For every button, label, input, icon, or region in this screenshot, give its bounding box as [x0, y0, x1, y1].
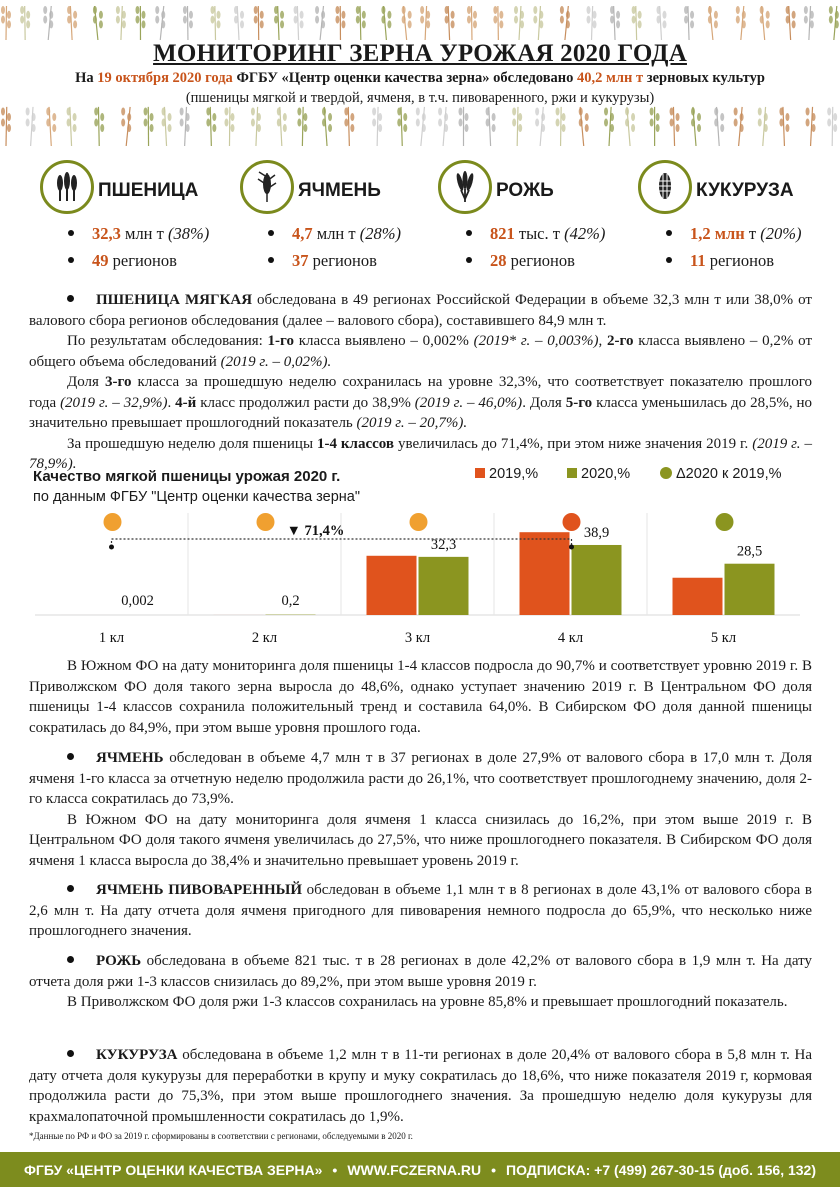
plant-sprig — [162, 107, 172, 146]
delta-marker-4 — [563, 513, 581, 531]
crop-volume: 32,3 млн т (38%) — [68, 224, 209, 244]
plant-sprig — [827, 107, 837, 146]
wheat-regions-section — [29, 656, 812, 738]
chart-subtitle: по данным ФГБУ "Центр оценки качества зерна" — [33, 489, 361, 505]
rye-paragraph-1: РОЖЬ обследована в объеме 821 тыс. т в 28 регионах в доле 42,2% от валового сбора в 1,9 млн т. На дату отчета доля ржи 1-3 классов снизилась до 89,2%, при этом выше уровня 2019 г. — [29, 953, 812, 990]
crop-volume: 4,7 млн т (28%) — [268, 224, 401, 244]
plant-sprig — [604, 107, 614, 146]
data-label-2020: 38,9 — [583, 524, 610, 541]
plant-sprig — [670, 107, 680, 146]
bar-2019-3 — [367, 556, 417, 615]
plant-sprig — [254, 6, 264, 40]
plant-sprig — [277, 107, 287, 146]
x-tick-label: 5 кл — [710, 630, 737, 646]
page-subtitle: На 19 октября 2020 года ФГБУ «Центр оценки качества зерна» обследовано 40,2 млн т зерновых культур — [75, 70, 765, 86]
corn-paragraph: КУКУРУЗА обследована в объеме 1,2 млн т в 11-ти регионах в доле 20,4% от валового сбора в 5,8 млн т. На дату отчета доля кукурузы для переработки в крупу и муку сократилась до 18,6%, что ниже показателя 2019 г, кормовая продолжила расти до 75,3%, при этом выше прошлогоднего значения. За прошедшую неделю доля кукурузы для крахмалопаточной промышленности сократилась до 1,9%. — [29, 1047, 812, 1125]
plant-sprig — [512, 107, 522, 146]
plant-sprig — [94, 107, 104, 146]
total-amount: 40,2 млн т — [577, 70, 644, 86]
footer-org: ФГБУ «ЦЕНТР ОЦЕНКИ КАЧЕСТВА ЗЕРНА» — [23, 1161, 323, 1178]
footer-subscription: ПОДПИСКА: +7 (499) 267-30-15 (доб. 156, 132) — [506, 1161, 817, 1178]
plant-sprig — [93, 6, 103, 40]
malt-barley-section — [29, 880, 812, 942]
delta-marker-3 — [410, 513, 428, 531]
legend-delta: Δ2020 к 2019,% — [660, 466, 782, 482]
x-tick-label: 3 кл — [404, 630, 431, 646]
crop-volume: 821 тыс. т (42%) — [466, 224, 605, 244]
page-subtitle-note: (пшеницы мягкой и твердой, ячменя, в т.ч. пивоваренного, ржи и кукурузы) — [185, 90, 655, 106]
crop-name: КУКУРУЗА — [696, 180, 794, 201]
bracket-end — [109, 545, 114, 550]
plant-sprig — [445, 6, 455, 40]
crop-regions: 11 регионов — [666, 251, 774, 271]
footer-bar: ФГБУ «ЦЕНТР ОЦЕНКИ КАЧЕСТВА ЗЕРНА» • WWW.FCZERNA.RU • ПОДПИСКА: +7 (499) 267-30-15 (доб. 156, 132) — [0, 1152, 840, 1187]
plant-sprig — [1, 6, 11, 40]
barley-paragraph-2: В Южном ФО на дату мониторинга доля ячменя 1 класса снизилась до 16,2%, при этом выше 2019 г. В Центральном ФО доля такого ячменя увеличилась до 27,5%, что ниже прошлогоднего показателя. В Сибирском ФО доля ячменя 1 класса выросла до 38,4% и значительно превышает уровень 2019 г. — [29, 811, 812, 869]
delta-marker-5 — [716, 513, 734, 531]
plant-sprig — [274, 6, 284, 40]
plant-sprig — [155, 6, 165, 40]
plant-sprig — [714, 107, 724, 146]
plant-sprig — [234, 6, 244, 40]
x-tick-label: 1 кл — [98, 630, 125, 646]
plant-sprig — [206, 107, 216, 146]
corn-icon — [638, 160, 692, 214]
plant-sprig — [381, 6, 391, 40]
legend-2020: 2020,% — [567, 466, 630, 482]
bar-2019-5 — [673, 578, 723, 615]
crop-regions: 49 регионов — [68, 251, 177, 271]
plant-sprig — [486, 107, 496, 146]
plant-sprig — [116, 6, 126, 40]
crop-name: РОЖЬ — [496, 180, 554, 201]
plant-sprig — [734, 107, 744, 146]
wheat-quality-chart — [0, 505, 840, 651]
bar-2020-5 — [725, 564, 775, 615]
rye-icon — [438, 160, 492, 214]
plant-sprig — [372, 107, 382, 146]
annotation-total: ▼ 71,4% — [286, 523, 345, 539]
plant-sprig — [438, 107, 448, 146]
plant-sprig — [20, 6, 30, 40]
plant-sprig — [514, 6, 524, 40]
plant-sprig — [691, 107, 701, 146]
malt-barley-paragraph: ЯЧМЕНЬ ПИВОВАРЕННЫЙ обследован в объеме 1,1 млн т в 8 регионах в доле 43,1% от валового сбора в 2,6 млн т. На дату отчета доля ячменя пригодного для пивоварения немного подросла до 65,9%, что несколько ниже прошлогоднего значения. — [29, 882, 813, 939]
rye-section — [29, 951, 812, 1013]
barley-icon — [240, 160, 294, 214]
plant-sprig — [121, 107, 131, 146]
plant-sprig — [610, 6, 620, 40]
plant-sprig — [224, 107, 234, 146]
x-tick-label: 2 кл — [251, 630, 278, 646]
plant-sprig — [560, 6, 570, 40]
plant-sprig — [684, 6, 694, 40]
corn-section — [29, 1045, 812, 1127]
data-label-2020: 0,002 — [121, 593, 154, 609]
plant-sprig — [458, 107, 468, 146]
rye-paragraph-2: В Приволжском ФО доля ржи 1-3 классов сохранилась на уровне 85,8% и превышает прошлогодний показатель. — [67, 994, 788, 1010]
crop-name: ПШЕНИЦА — [98, 180, 199, 201]
chart-title: Качество мягкой пшеницы урожая 2020 г. — [33, 468, 341, 485]
plant-sprig — [1, 107, 11, 146]
plant-sprig — [180, 107, 190, 146]
plant-sprig — [251, 107, 261, 146]
x-tick-label: 4 кл — [557, 630, 584, 646]
barley-paragraph-1: ЯЧМЕНЬ обследован в объеме 4,7 млн т в 37 регионах в доле 27,9% от валового сбора в 17,0 млн т. Доля ячменя 1-го класса за отчетную неделю продолжила расти до 26,1%, что соответствует прошлогоднему значению, доля 2-го класса сократилась до 73,9%. — [29, 750, 812, 807]
plant-sprig — [402, 6, 412, 40]
plant-sprig — [632, 6, 642, 40]
plant-sprig — [786, 6, 796, 40]
wheat-section — [29, 290, 812, 475]
plant-sprig — [556, 107, 566, 146]
plant-sprig — [67, 107, 77, 146]
report-date: 19 октября 2020 года — [97, 70, 233, 86]
plant-sprig — [344, 107, 354, 146]
plant-sprig — [397, 107, 407, 146]
bracket-end — [569, 545, 574, 550]
plant-sprig — [650, 107, 660, 146]
plant-sprig — [758, 107, 768, 146]
plant-sprig — [297, 107, 307, 146]
bar-2020-4 — [572, 545, 622, 615]
plant-sprig — [587, 6, 597, 40]
plant-sprig — [420, 6, 430, 40]
data-label-2020: 28,5 — [736, 543, 763, 560]
plant-sprig — [625, 107, 635, 146]
crop-volume: 1,2 млн т (20%) — [666, 224, 801, 244]
plant-sprig — [708, 6, 718, 40]
delta-marker-2 — [257, 513, 275, 531]
plant-sprig — [806, 107, 816, 146]
plant-sprig — [493, 6, 503, 40]
data-label-2020: 32,3 — [430, 536, 457, 553]
delta-marker-1 — [104, 513, 122, 531]
crop-regions: 37 регионов — [268, 251, 377, 271]
decorative-plants-top — [0, 0, 840, 40]
wheat-paragraph-4: За прошедшую неделю доля пшеницы 1-4 классов увеличилась до 71,4%, при этом ниже значения 2019 г. (2019 г. – 78,9%). — [29, 435, 812, 472]
plant-sprig — [779, 107, 789, 146]
plant-sprig — [736, 6, 746, 40]
wheat-icon — [40, 160, 94, 214]
data-label-2020: 0,2 — [281, 593, 300, 609]
plant-sprig — [315, 6, 325, 40]
plant-sprig — [829, 6, 839, 40]
wheat-paragraph-3: Доля 3-го класса за прошедшую неделю сохранилась на уровне 32,3%, что соответствует показателю прошлого года (2019 г. – 32,9%). 4-й класс продолжил расти до 38,9% (2019 г. – 46,0%). Доля 5-го класса уменьшилась до 28,5%, но значительно превышает прошлогодний показатель (2019 г. – 20,7%). — [29, 374, 813, 431]
plant-sprig — [467, 6, 477, 40]
plant-sprig — [294, 6, 304, 40]
plant-sprig — [26, 107, 36, 146]
plant-sprig — [416, 107, 426, 146]
plant-sprig — [579, 107, 589, 146]
bar-2019-4 — [520, 532, 570, 615]
wheat-paragraph-2: По результатам обследования: 1-го класса выявлено – 0,002% (2019* г. – 0,003%), 2-го класса выявлено – 0,2% от общего объема обследований (2019 г. – 0,02%). — [29, 333, 812, 370]
plant-sprig — [135, 6, 145, 40]
wheat-regions-paragraph: В Южном ФО на дату мониторинга доля пшеницы 1-4 классов подросла до 90,7% и соответствует уровню 2019 г. В Приволжском ФО доля такого зерна выросла до 48,6%, однако уступает значению 2019 г. В Центральном ФО доля пшеницы 1-4 классов сохранила положительный тренд и составила 64,0%. В Сибирском ФО доля данной пшеницы сократилась до 84,9%, при этом выше уровня прошлого года. — [29, 658, 812, 736]
plant-sprig — [760, 6, 770, 40]
plant-sprig — [322, 107, 332, 146]
plant-sprig — [144, 107, 154, 146]
footnote: *Данные по РФ и ФО за 2019 г. сформированы в соответствии с регионами, обследуемыми в 2020 г. — [29, 1131, 413, 1141]
plant-sprig — [67, 6, 77, 40]
plant-sprig — [211, 6, 221, 40]
plant-sprig — [335, 6, 345, 40]
plant-sprig — [804, 6, 814, 40]
plant-sprig — [183, 6, 193, 40]
plant-sprig — [356, 6, 366, 40]
barley-section — [29, 748, 812, 871]
plant-sprig — [656, 6, 666, 40]
plant-sprig — [533, 6, 543, 40]
crop-name: ЯЧМЕНЬ — [298, 180, 381, 201]
plant-sprig — [46, 107, 56, 146]
plant-sprig — [535, 107, 545, 146]
legend-2019: 2019,% — [475, 466, 538, 482]
page-title: МОНИТОРИНГ ЗЕРНА УРОЖАЯ 2020 ГОДА — [153, 40, 687, 67]
crop-regions: 28 регионов — [466, 251, 575, 271]
footer-website-link[interactable]: WWW.FCZERNA.RU — [347, 1161, 482, 1178]
wheat-paragraph-1: ПШЕНИЦА МЯГКАЯ обследована в 49 регионах Российской Федерации в объеме 32,3 млн т или 38,0% от валового сбора регионов обследования (далее – валового сбора), составившего 84,9 млн т. — [29, 292, 812, 329]
plant-sprig — [43, 6, 53, 40]
bar-2020-3 — [419, 557, 469, 615]
